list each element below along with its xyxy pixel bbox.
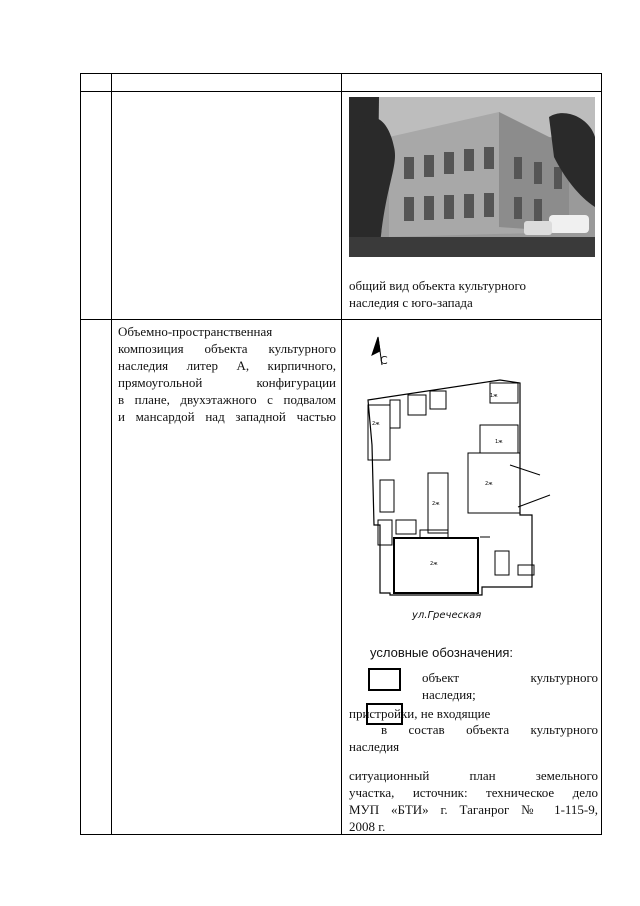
plan-caption-line-1: ситуационный план земельного [349,768,598,783]
site-plan-svg [350,325,600,625]
svg-text:1ж: 1ж [490,393,498,399]
svg-text:1ж: 1ж [495,439,503,445]
legend-item2-line-1: пристройки, не входящие [349,706,491,721]
plan-caption-line-3: МУП «БТИ» г. Таганрог № 1-115-9, [349,802,598,817]
photo-caption-line-1: общий вид объекта культурного [349,278,526,293]
table-border-left [80,73,81,835]
svg-text:2ж: 2ж [430,561,438,567]
svg-text:2ж: 2ж [372,421,380,427]
building-photo [349,97,595,257]
legend-item2-line-2: в состав объекта культурного [381,722,598,737]
plan-caption-line-2: участка, источник: техническое дело [349,785,598,800]
description-line-2: композиция объекта культурного [118,341,336,356]
plan-caption-line-4: 2008 г. [349,819,386,834]
legend-item1-line-1: объект культурного [422,670,598,685]
description-line-4: прямоугольной конфигурации [118,375,336,390]
legend-item1-line-2: наследия; [422,687,476,702]
north-label: С [380,354,388,367]
svg-text:2ж: 2ж [432,501,440,507]
description-line-1: Объемно-пространственная [118,324,273,339]
street-label: ул.Греческая [412,610,482,621]
svg-text:2ж: 2ж [485,481,493,487]
legend-item2-line-3: наследия [349,739,400,754]
table-border-right [601,73,602,835]
table-col-divider-2 [341,73,342,835]
description-line-6: и мансардой над западной частью [118,409,336,424]
description-line-5: в плане, двухэтажного с подвалом [118,392,336,407]
table-col-divider-1 [111,73,112,835]
legend-heritage-swatch [368,668,401,691]
description-line-3: наследия литер А, кирпичного, [118,358,336,373]
legend-title: условные обозначения: [370,645,514,660]
site-plan-drawing [350,325,600,625]
photo-caption-line-2: наследия с юго-запада [349,295,473,310]
